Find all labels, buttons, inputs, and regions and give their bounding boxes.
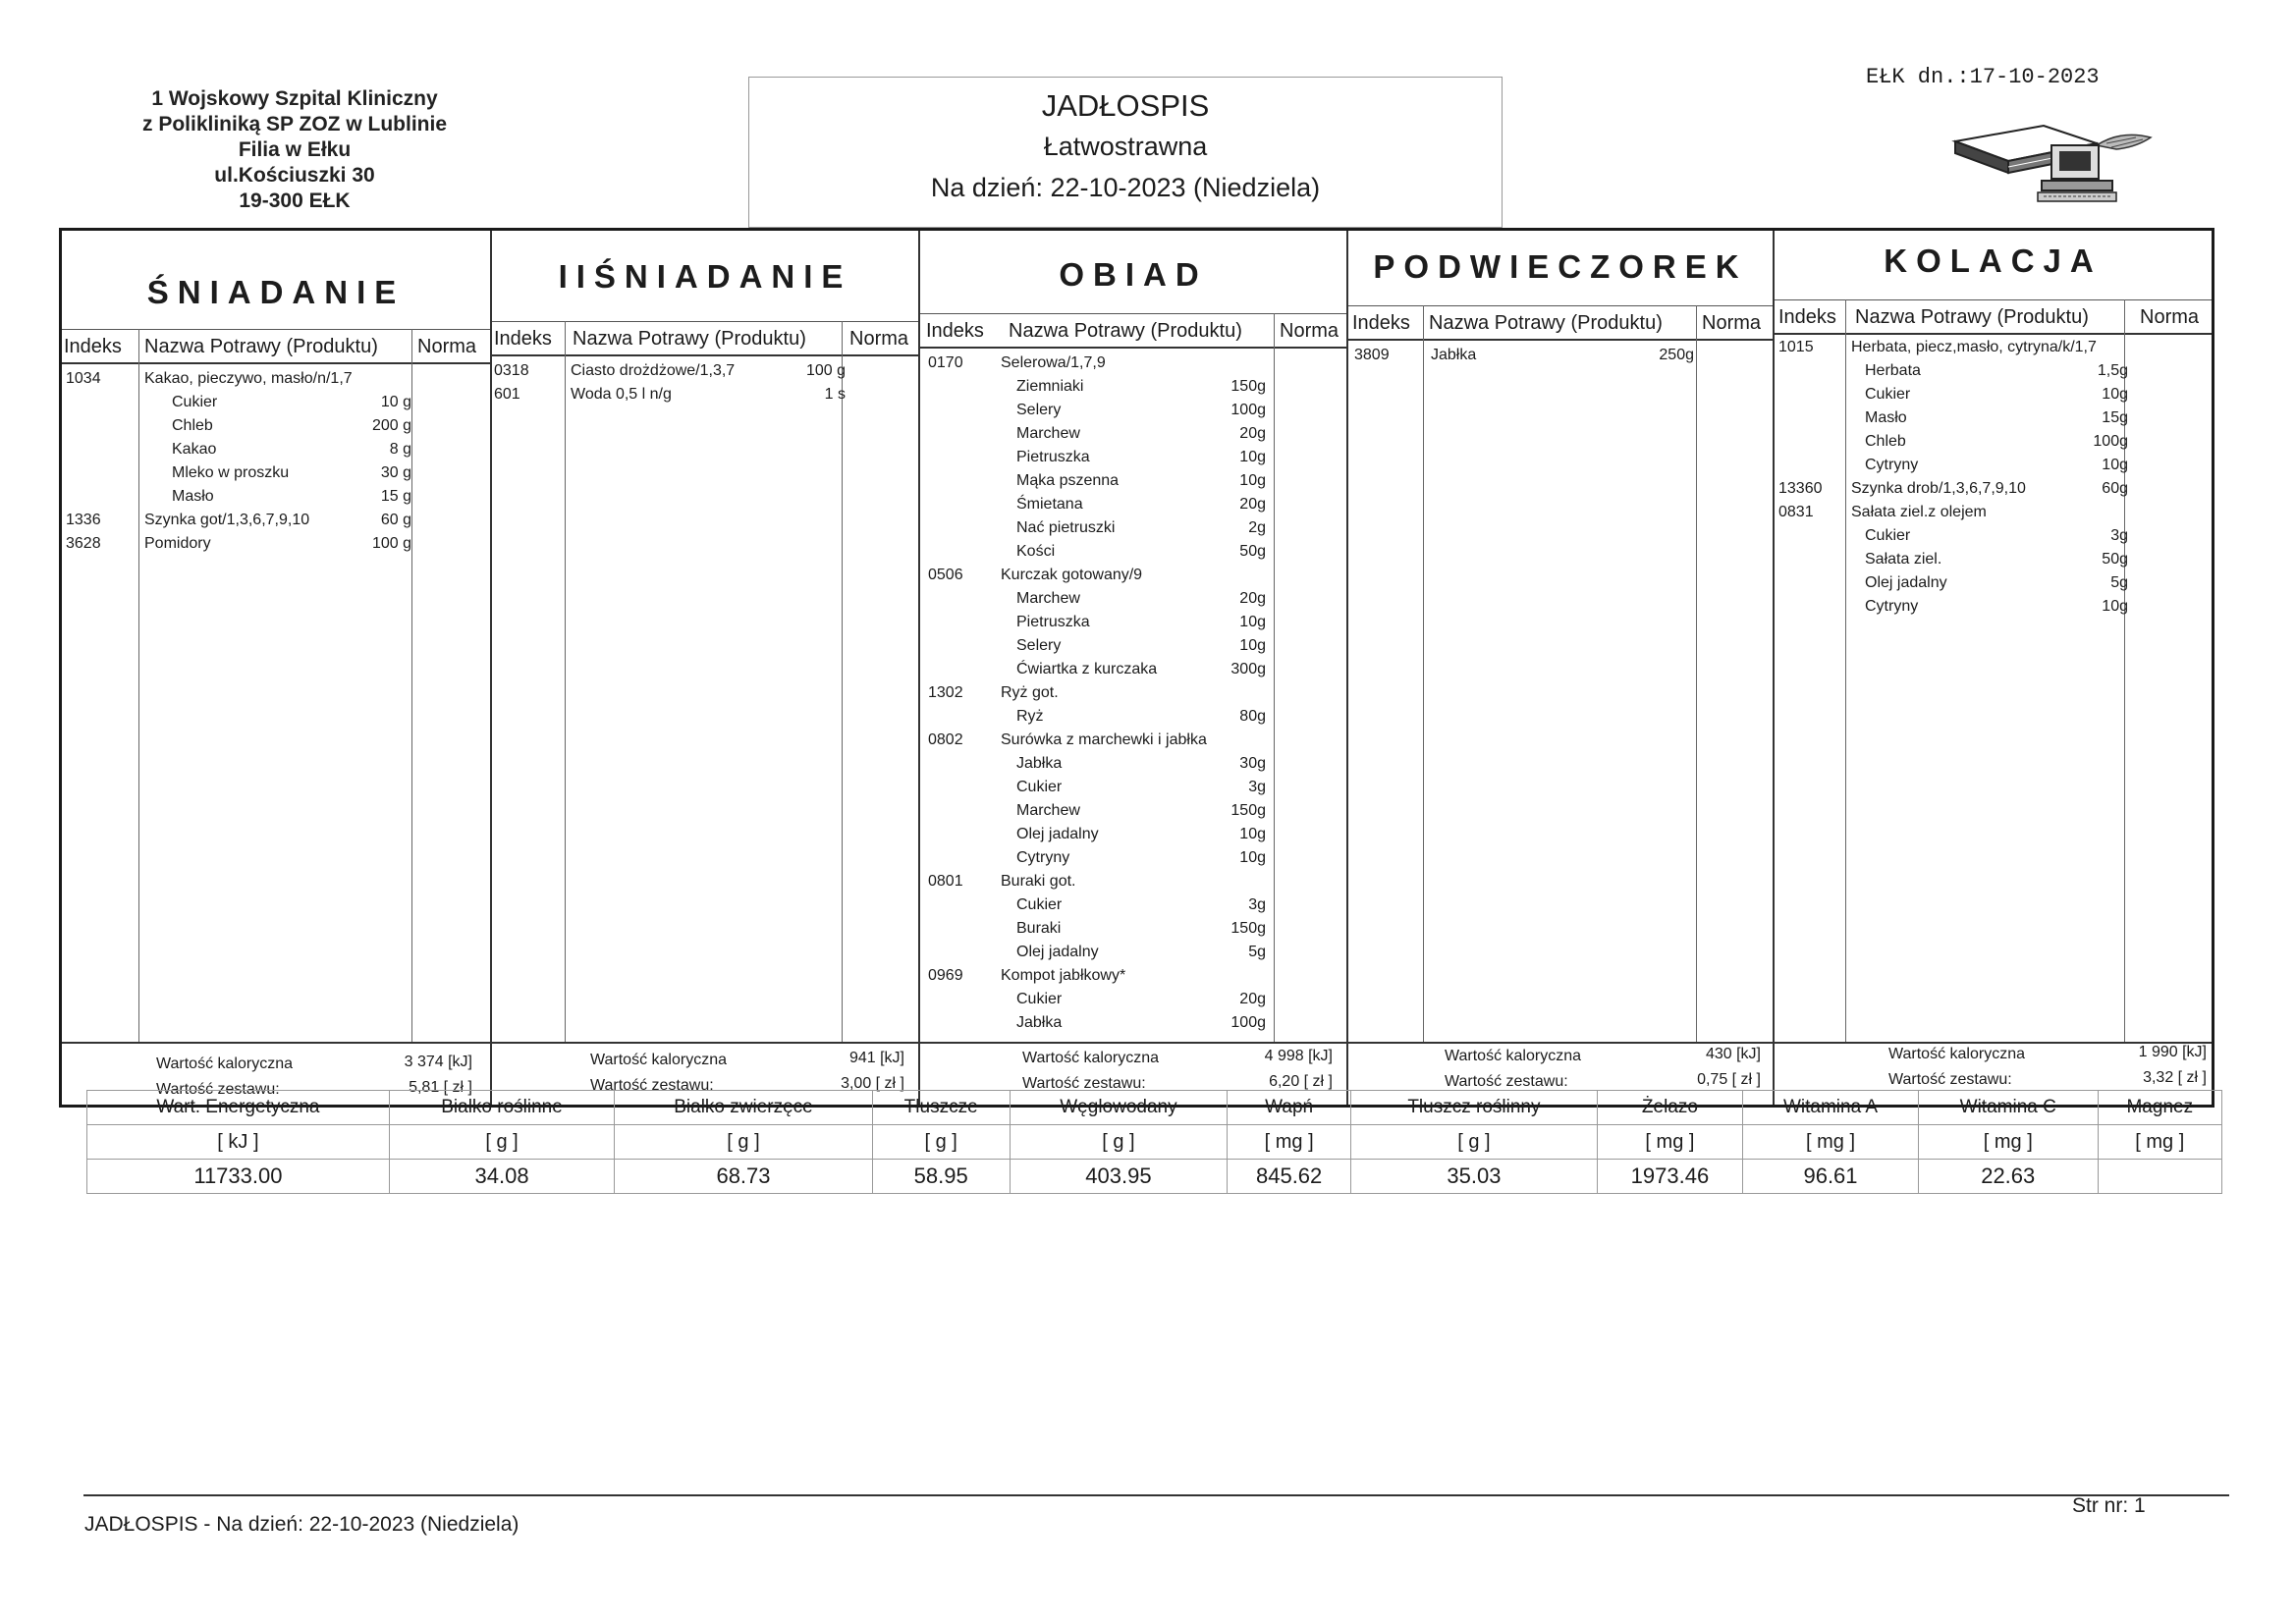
item-norm: 10 g [380, 394, 411, 410]
page-number: Str nr: 1 [2072, 1494, 2146, 1517]
item-norm: 100g [1230, 402, 1266, 418]
item-name: Jabłka [1016, 1014, 1063, 1031]
item-name: Kakao, pieczywo, masło/n/1,7 [144, 370, 353, 387]
item-norm: 3g [1248, 896, 1266, 913]
kcal-value: 3 374 [kJ] [404, 1054, 472, 1070]
item-name: Pietruszka [1016, 614, 1090, 630]
nutrition-label-cell: Żelazo [1597, 1091, 1742, 1125]
hospital-line: z Polikliniką SP ZOZ w Lublinie [142, 113, 447, 135]
menu-date: Na dzień: 22-10-2023 (Niedziela) [930, 173, 1321, 202]
menu-item-row [1775, 527, 2212, 551]
nutrition-value-cell: 35.03 [1351, 1160, 1598, 1194]
cost-label: Wartość zestawu: [156, 1081, 280, 1098]
book-computer-logo-icon [1949, 110, 2175, 208]
menu-item-row [1775, 551, 2212, 574]
item-norm: 30g [1239, 755, 1266, 772]
menu-item-row [920, 873, 1346, 896]
nutrition-label-cell: Węglowodany [1010, 1091, 1228, 1125]
item-name: Ciasto drożdżowe/1,3,7 [571, 362, 736, 379]
cost-value: 0,75 [ zł ] [1697, 1071, 1761, 1088]
column-header [62, 329, 490, 364]
item-norm: 60 g [380, 512, 411, 528]
item-name: Ziemniaki [1016, 378, 1084, 395]
item-norm: 300g [1230, 661, 1266, 677]
item-name: Herbata [1865, 362, 1921, 379]
header-nazwa: Nazwa Potrawy (Produktu) [573, 328, 806, 350]
item-name: Olej jadalny [1016, 944, 1099, 960]
item-name: Selery [1016, 402, 1062, 418]
item-index: 0506 [928, 567, 963, 583]
item-name: Cytryny [1865, 457, 1919, 473]
divider [1423, 305, 1424, 1042]
item-list [62, 370, 490, 559]
kcal-value: 1 990 [kJ] [2138, 1044, 2207, 1060]
menu-item-row [62, 512, 490, 535]
item-index: 3809 [1354, 347, 1390, 363]
menu-item-row [920, 472, 1346, 496]
meal-column-sniadanie [62, 231, 490, 1105]
column-header [920, 313, 1346, 349]
item-norm: 10g [1239, 614, 1266, 630]
nutrition-label-cell: Tłuszcz roślinny [1351, 1091, 1598, 1125]
item-name: Sałata ziel. [1865, 551, 1942, 568]
menu-item-row [920, 496, 1346, 519]
item-norm: 10g [1239, 637, 1266, 654]
item-norm: 10g [1239, 826, 1266, 842]
nutrition-label-cell: Magnez [2098, 1091, 2221, 1125]
nutrition-value-cell: 845.62 [1228, 1160, 1351, 1194]
nutrition-unit-cell: [ g ] [872, 1125, 1010, 1160]
item-name: Herbata, piecz,masło, cytryna/k/1,7 [1851, 339, 2097, 355]
menu-item-row [920, 826, 1346, 849]
item-index: 3628 [66, 535, 101, 552]
diet-name: Łatwostrawna [1043, 132, 1208, 161]
menu-table [59, 228, 2214, 1108]
item-name: Sałata ziel.z olejem [1851, 504, 1987, 520]
issue-date: EŁK dn.:17-10-2023 [1866, 65, 2100, 89]
nutrition-unit-cell: [ mg ] [1743, 1125, 1919, 1160]
item-name: Marchew [1016, 590, 1080, 607]
header-indeks: Indeks [1778, 306, 1836, 328]
item-name: Cytryny [1016, 849, 1070, 866]
nutrition-unit-cell: [ kJ ] [87, 1125, 390, 1160]
item-norm: 100g [2093, 433, 2128, 450]
menu-item-row [920, 708, 1346, 731]
item-name: Cukier [1016, 991, 1063, 1007]
item-index: 0318 [494, 362, 529, 379]
item-list [492, 362, 918, 409]
item-index: 0969 [928, 967, 963, 984]
menu-item-row [1775, 339, 2212, 362]
item-name: Kompot jabłkowy* [1001, 967, 1126, 984]
nutrition-label-cell: Białko roślinne [389, 1091, 614, 1125]
item-norm: 8 g [389, 441, 411, 458]
item-name: Pomidory [144, 535, 211, 552]
item-index: 0170 [928, 354, 963, 371]
header-indeks: Indeks [64, 336, 122, 357]
kcal-label: Wartość kaloryczna [156, 1055, 293, 1072]
item-name: Nać pietruszki [1016, 519, 1116, 536]
item-name: Woda 0,5 l n/g [571, 386, 672, 403]
item-name: Kurczak gotowany/9 [1001, 567, 1143, 583]
header-nazwa: Nazwa Potrawy (Produktu) [144, 336, 378, 357]
menu-item-row [920, 519, 1346, 543]
nutrition-value-cell: 11733.00 [87, 1160, 390, 1194]
header-indeks: Indeks [926, 320, 984, 342]
menu-item-row [920, 802, 1346, 826]
footer-title: JADŁOSPIS - Na dzień: 22-10-2023 (Niedziela) [84, 1513, 519, 1536]
item-norm: 5g [2110, 574, 2128, 591]
menu-item-row [1775, 598, 2212, 622]
item-name: Chleb [1865, 433, 1906, 450]
cost-label: Wartość zestawu: [590, 1077, 714, 1094]
header-norma: Norma [1702, 312, 1762, 334]
item-index: 1034 [66, 370, 101, 387]
menu-item-row [62, 441, 490, 464]
menu-item-row [920, 354, 1346, 378]
column-header [1775, 299, 2212, 335]
kcal-label: Wartość kaloryczna [590, 1052, 727, 1068]
nutrition-label-cell: Witamina A [1743, 1091, 1919, 1125]
kcal-value: 430 [kJ] [1705, 1046, 1761, 1062]
item-list [1348, 347, 1773, 370]
item-name: Jabłka [1016, 755, 1063, 772]
menu-item-row [920, 896, 1346, 920]
item-name: Jabłka [1431, 347, 1477, 363]
meal-title: ŚNIADANIE [146, 274, 406, 310]
nutrition-unit-cell: [ g ] [389, 1125, 614, 1160]
divider [565, 321, 566, 1042]
item-name: Pietruszka [1016, 449, 1090, 465]
menu-item-row [1775, 433, 2212, 457]
divider [842, 321, 843, 1042]
footer-rule [83, 1494, 2229, 1496]
header-nazwa: Nazwa Potrawy (Produktu) [1009, 320, 1242, 342]
meal-title: KOLACJA [1884, 243, 2103, 279]
hospital-address [98, 86, 491, 214]
item-index: 1302 [928, 684, 963, 701]
nutrition-value-cell: 403.95 [1010, 1160, 1228, 1194]
item-norm: 60g [2102, 480, 2128, 497]
item-name: Ryż got. [1001, 684, 1059, 701]
column-header [1348, 305, 1773, 341]
menu-item-row [62, 488, 490, 512]
item-norm: 10g [2102, 598, 2128, 615]
kcal-label: Wartość kaloryczna [1022, 1050, 1159, 1066]
menu-item-row [920, 567, 1346, 590]
menu-item-row [920, 920, 1346, 944]
nutrition-unit-cell: [ g ] [615, 1125, 872, 1160]
nutrition-label-cell: Wapń [1228, 1091, 1351, 1125]
item-norm: 250g [1659, 347, 1694, 363]
nutrition-value-cell: 22.63 [1918, 1160, 2098, 1194]
hospital-line: 1 Wojskowy Szpital Kliniczny [151, 87, 438, 110]
menu-item-row [920, 755, 1346, 779]
item-norm: 150g [1230, 920, 1266, 937]
item-norm: 20g [1239, 496, 1266, 513]
item-name: Marchew [1016, 425, 1080, 442]
menu-item-row [62, 464, 490, 488]
item-norm: 10g [2102, 457, 2128, 473]
menu-item-row [920, 731, 1346, 755]
menu-item-row [920, 637, 1346, 661]
nutrition-unit-cell: [ mg ] [2098, 1125, 2221, 1160]
item-name: Buraki [1016, 920, 1062, 937]
menu-item-row [920, 1014, 1346, 1038]
item-index: 1336 [66, 512, 101, 528]
item-name: Cukier [1016, 779, 1063, 795]
menu-item-row [920, 684, 1346, 708]
item-name: Szynka got/1,3,6,7,9,10 [144, 512, 310, 528]
meal-title: PODWIECZOREK [1373, 248, 1748, 285]
item-norm: 30 g [380, 464, 411, 481]
item-index: 0801 [928, 873, 963, 890]
item-name: Cukier [1865, 386, 1911, 403]
nutrition-unit-cell: [ g ] [1351, 1125, 1598, 1160]
item-name: Cytryny [1865, 598, 1919, 615]
menu-item-row [1775, 457, 2212, 480]
item-norm: 50g [2102, 551, 2128, 568]
nutrition-unit-cell: [ mg ] [1918, 1125, 2098, 1160]
column-header [492, 321, 918, 356]
menu-item-row [920, 849, 1346, 873]
meal-column-kolacja [1773, 231, 2212, 1105]
item-name: Cukier [1016, 896, 1063, 913]
item-norm: 20g [1239, 991, 1266, 1007]
meal-title: IIŚNIADANIE [558, 258, 852, 295]
item-norm: 10g [1239, 472, 1266, 489]
menu-item-row [1775, 362, 2212, 386]
nutrition-label-cell: Tłuszcze [872, 1091, 1010, 1125]
item-list [1775, 339, 2212, 622]
item-name: Mleko w proszku [172, 464, 290, 481]
item-norm: 100g [1230, 1014, 1266, 1031]
hospital-line: 19-300 EŁK [239, 189, 351, 212]
menu-item-row [1775, 386, 2212, 409]
menu-item-row [62, 370, 490, 394]
nutrition-label-cell: Białko zwierzęce [615, 1091, 872, 1125]
header-norma: Norma [849, 328, 909, 350]
item-norm: 2g [1248, 519, 1266, 536]
item-norm: 1 s [824, 386, 846, 403]
item-norm: 15g [2102, 409, 2128, 426]
header-nazwa: Nazwa Potrawy (Produktu) [1429, 312, 1663, 334]
item-name: Szynka drob/1,3,6,7,9,10 [1851, 480, 2026, 497]
item-name: Ryż [1016, 708, 1044, 725]
header-nazwa: Nazwa Potrawy (Produktu) [1855, 306, 2089, 328]
meal-title: OBIAD [1059, 256, 1208, 293]
menu-item-row [62, 417, 490, 441]
menu-item-row [920, 425, 1346, 449]
item-norm: 150g [1230, 378, 1266, 395]
cost-label: Wartość zestawu: [1022, 1075, 1146, 1092]
header-norma: Norma [2140, 306, 2200, 328]
menu-item-row [1775, 480, 2212, 504]
item-norm: 100 g [371, 535, 411, 552]
item-norm: 1,5g [2097, 362, 2128, 379]
kcal-value: 4 998 [kJ] [1264, 1048, 1333, 1064]
item-norm: 50g [1239, 543, 1266, 560]
menu-item-row [920, 590, 1346, 614]
menu-item-row [492, 386, 918, 409]
item-name: Masło [1865, 409, 1907, 426]
cost-value: 5,81 [ zł ] [409, 1079, 472, 1096]
item-name: Buraki got. [1001, 873, 1076, 890]
cost-label: Wartość zestawu: [1888, 1071, 2012, 1088]
meal-column-drugie-sniadanie [490, 231, 918, 1105]
nutrition-value-cell: 58.95 [872, 1160, 1010, 1194]
nutrition-label-cell: Wart. Energetyczna [87, 1091, 390, 1125]
item-name: Cukier [1865, 527, 1911, 544]
item-name: Śmietana [1016, 496, 1083, 513]
nutrition-labels-row [87, 1091, 2222, 1125]
nutrition-value-cell: 1973.46 [1597, 1160, 1742, 1194]
item-list [920, 354, 1346, 1038]
nutrition-units-row [87, 1125, 2222, 1160]
menu-item-row [920, 449, 1346, 472]
item-index: 0831 [1778, 504, 1814, 520]
item-norm: 3g [1248, 779, 1266, 795]
document-title: JADŁOSPIS [1041, 88, 1210, 123]
menu-item-row [920, 944, 1346, 967]
menu-item-row [1775, 574, 2212, 598]
item-name: Selerowa/1,7,9 [1001, 354, 1106, 371]
item-index: 1015 [1778, 339, 1814, 355]
menu-item-row [920, 967, 1346, 991]
meal-column-obiad [918, 231, 1346, 1105]
menu-item-row [62, 535, 490, 559]
item-name: Surówka z marchewki i jabłka [1001, 731, 1207, 748]
hospital-line: ul.Kościuszki 30 [214, 164, 375, 187]
header-norma: Norma [1280, 320, 1339, 342]
menu-item-row [1775, 504, 2212, 527]
nutrition-unit-cell: [ g ] [1010, 1125, 1228, 1160]
kcal-label: Wartość kaloryczna [1445, 1048, 1581, 1064]
item-norm: 200 g [371, 417, 411, 434]
item-name: Chleb [172, 417, 213, 434]
item-norm: 80g [1239, 708, 1266, 725]
item-norm: 10g [1239, 849, 1266, 866]
cost-value: 3,00 [ zł ] [841, 1075, 904, 1092]
nutrition-value-cell: 96.61 [1743, 1160, 1919, 1194]
item-name: Olej jadalny [1865, 574, 1947, 591]
header-norma: Norma [417, 336, 477, 357]
cost-label: Wartość zestawu: [1445, 1073, 1568, 1090]
menu-item-row [920, 779, 1346, 802]
menu-item-row [920, 543, 1346, 567]
nutrition-unit-cell: [ mg ] [1597, 1125, 1742, 1160]
menu-item-row [1775, 409, 2212, 433]
nutrition-label-cell: Witamina C [1918, 1091, 2098, 1125]
item-norm: 20g [1239, 425, 1266, 442]
item-norm: 150g [1230, 802, 1266, 819]
nutrition-value-cell: 34.08 [389, 1160, 614, 1194]
item-name: Ćwiartka z kurczaka [1016, 661, 1158, 677]
item-name: Marchew [1016, 802, 1080, 819]
menu-item-row [920, 378, 1346, 402]
item-name: Masło [172, 488, 214, 505]
item-norm: 5g [1248, 944, 1266, 960]
hospital-line: Filia w Ełku [238, 138, 352, 161]
kcal-label: Wartość kaloryczna [1888, 1046, 2025, 1062]
menu-item-row [920, 991, 1346, 1014]
divider [1696, 305, 1697, 1042]
item-name: Cukier [172, 394, 218, 410]
menu-item-row [920, 614, 1346, 637]
item-norm: 15 g [380, 488, 411, 505]
item-index: 601 [494, 386, 520, 403]
cost-value: 3,32 [ zł ] [2143, 1069, 2207, 1086]
menu-item-row [1348, 347, 1773, 370]
menu-item-row [920, 402, 1346, 425]
header-indeks: Indeks [1352, 312, 1410, 334]
title-box [748, 77, 1503, 228]
item-norm: 3g [2110, 527, 2128, 544]
nutrition-unit-cell: [ mg ] [1228, 1125, 1351, 1160]
item-name: Mąka pszenna [1016, 472, 1120, 489]
item-name: Selery [1016, 637, 1062, 654]
item-index: 13360 [1778, 480, 1823, 497]
header-indeks: Indeks [494, 328, 552, 350]
cost-value: 6,20 [ zł ] [1269, 1073, 1333, 1090]
meal-column-podwieczorek [1346, 231, 1773, 1105]
menu-item-row [492, 362, 918, 386]
item-name: Kości [1016, 543, 1056, 560]
nutrition-value-cell: 68.73 [615, 1160, 872, 1194]
item-index: 0802 [928, 731, 963, 748]
item-norm: 100 g [805, 362, 846, 379]
menu-item-row [62, 394, 490, 417]
item-name: Olej jadalny [1016, 826, 1099, 842]
menu-item-row [920, 661, 1346, 684]
kcal-value: 941 [kJ] [848, 1050, 904, 1066]
item-name: Kakao [172, 441, 217, 458]
nutrition-summary-table [86, 1090, 2222, 1194]
item-norm: 10g [1239, 449, 1266, 465]
nutrition-value-cell [2098, 1160, 2221, 1194]
nutrition-values-row [87, 1160, 2222, 1194]
item-norm: 10g [2102, 386, 2128, 403]
item-norm: 20g [1239, 590, 1266, 607]
